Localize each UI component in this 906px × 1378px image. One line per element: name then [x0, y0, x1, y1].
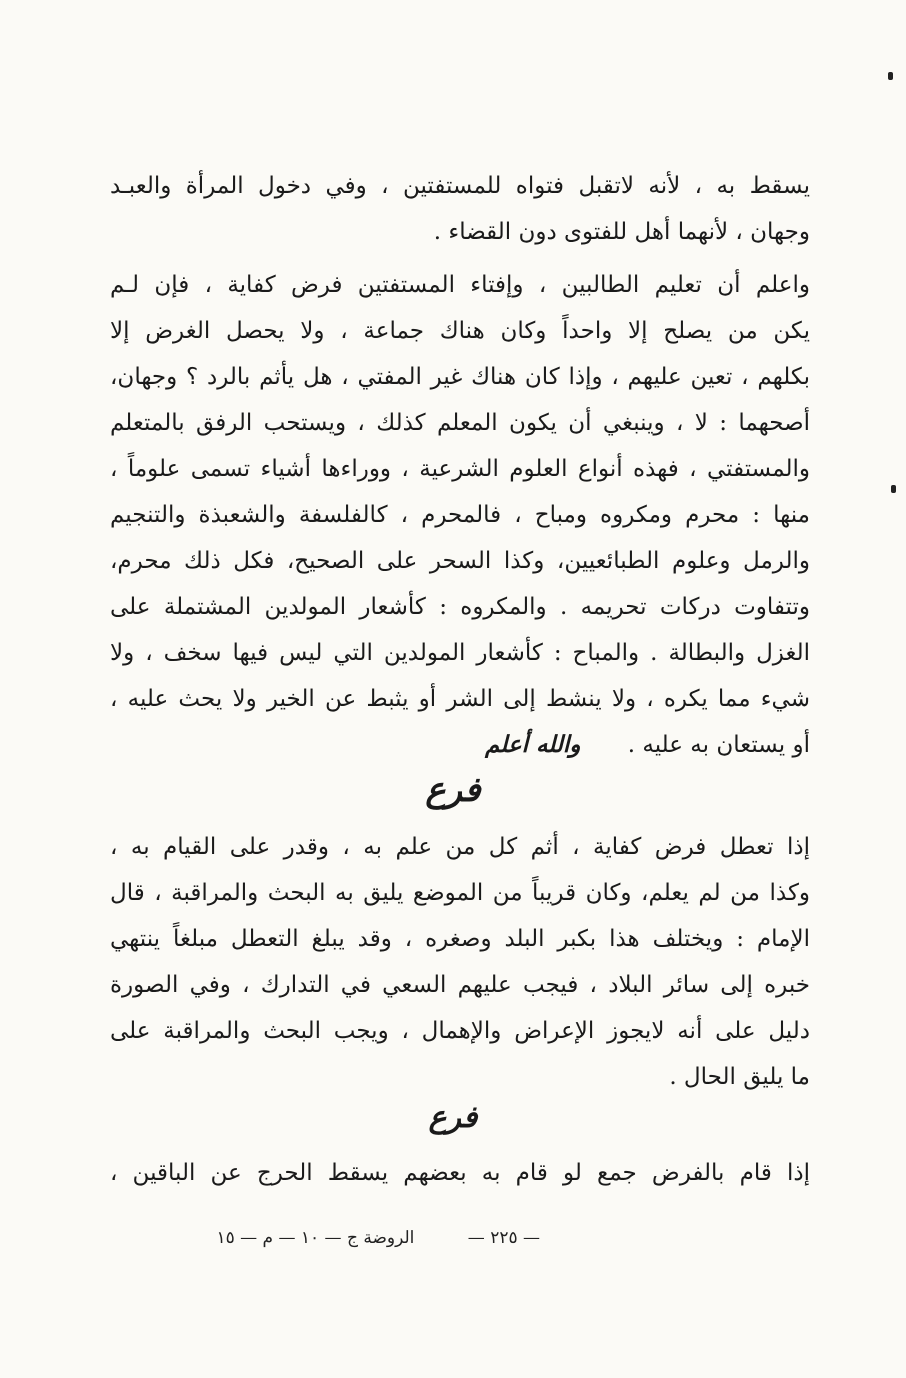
last-line-text: أو يستعان به عليه . [627, 732, 810, 758]
page-footer [140, 1228, 540, 1248]
text-line: والرمل وعلوم الطبائعيين، وكذا السحر على الصحيح، فكل ذلك محرم، [110, 548, 810, 574]
section-2-body [110, 1150, 810, 1196]
text-line: يكن من يصلح إلا واحداً وكان هناك جماعة ، ولا يحصل الغرض إلا [110, 318, 810, 344]
section-1-body [110, 824, 810, 1100]
text-line: ما يليق الحال . [669, 1064, 810, 1090]
text-line: وجهان ، لأنهما أهل للفتوى دون القضاء . [433, 219, 810, 245]
text-line: منها : محرم ومكروه ومباح ، فالمحرم ، كالفلسفة والشعبذة والتنجيم [110, 502, 810, 528]
text-line: والمستفتي ، فهذه أنواع العلوم الشرعية ، ووراءها أشياء تسمى علوماً ، [110, 456, 810, 482]
text-line: أصحهما : لا ، وينبغي أن يكون المعلم كذلك ، ويستحب الرفق بالمتعلم [110, 410, 810, 436]
closing-formula: والله أعلم [484, 731, 581, 758]
section-heading: فرع [425, 770, 481, 810]
paragraph-1 [110, 163, 810, 255]
scan-mark [888, 72, 893, 80]
book-signature: الروضة ج — ١٠ — م — ١٥ [216, 1228, 415, 1248]
text-line: الغزل والبطالة . والمباح : كأشعار المولدين التي ليس فيها سخف ، ولا [110, 640, 810, 666]
text-line: دليل على أنه لايجوز الإعراض والإهمال ، ويجب البحث والمراقبة على [110, 1018, 810, 1044]
text-line: خبره إلى سائر البلاد ، فيجب عليهم السعي في التدارك ، وفي الصورة [110, 972, 810, 998]
text-line: واعلم أن تعليم الطالبين ، وإفتاء المستفتين فرض كفاية ، فإن لـم [110, 272, 810, 298]
page-number: — ٢٢٥ — [467, 1228, 540, 1248]
text-line: يسقط به ، لأنه لاتقبل فتواه للمستفتين ، وفي دخول المرأة والعبـد [110, 173, 810, 199]
text-line: إذا تعطل فرض كفاية ، أثم كل من علم به ، وقدر على القيام به ، [110, 834, 810, 860]
text-line: وتتفاوت دركات تحريمه . والمكروه : كأشعار المولدين المشتملة على [110, 594, 810, 620]
section-heading: فرع [428, 1100, 478, 1135]
text-line: الإمام : ويختلف هذا بكبر البلد وصغره ، وقد يبلغ التعطل مبلغاً ينتهي [110, 926, 810, 952]
text-line: إذا قام بالفرض جمع لو قام به بعضهم يسقط الحرج عن الباقين ، [110, 1160, 810, 1186]
text-line: وكذا من لم يعلم، وكان قريباً من الموضع يليق به البحث والمراقبة ، قال [110, 880, 810, 906]
text-line: شيء مما يكره ، ولا ينشط إلى الشر أو يثبط عن الخير ولا يحث عليه ، [110, 686, 810, 712]
text-line: بكلهم ، تعين عليهم ، وإذا كان هناك غير المفتي ، هل يأثم بالرد ؟ وجهان، [110, 364, 810, 390]
scan-mark [891, 485, 896, 493]
paragraph-2 [110, 262, 810, 768]
text-line [110, 722, 810, 768]
